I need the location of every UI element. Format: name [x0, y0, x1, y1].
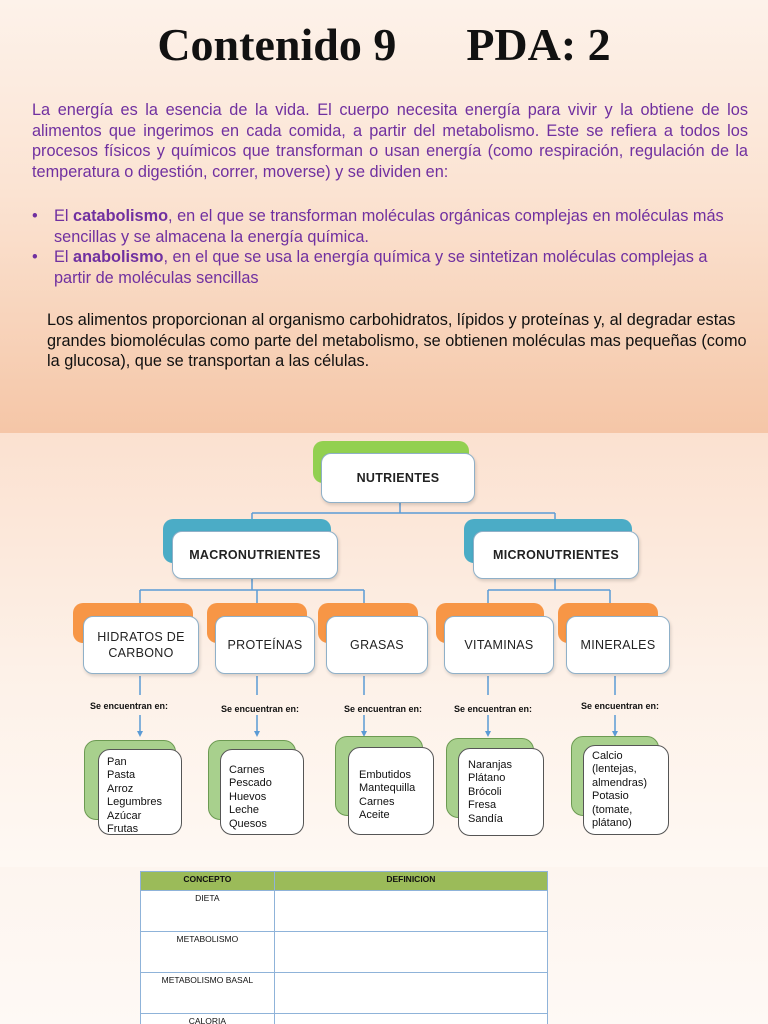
- list-item: Legumbres: [107, 796, 163, 809]
- concepts-table: [140, 871, 548, 1024]
- node-proteins-label: PROTEÍNAS: [215, 616, 315, 674]
- list-item: Plátano: [468, 772, 506, 785]
- list-item: Pan: [107, 756, 127, 768]
- concept-cell: METABOLISMO: [141, 932, 275, 973]
- list-item: plátano): [592, 817, 632, 830]
- node-minerals-label: MINERALES: [566, 616, 670, 674]
- biomolecules-paragraph: Los alimentos proporcionan al organismo carbohidratos, lípidos y proteínas y, al degradar estas grandes biomoléculas como parte del metabolismo, se obtienen moléculas mas pequeñas (como la glucosa), que se transportan a las células.: [47, 311, 747, 370]
- definition-cell[interactable]: [274, 1014, 547, 1024]
- node-macronutrients-label: MACRONUTRIENTES: [172, 531, 338, 579]
- list-item: Quesos: [229, 817, 267, 830]
- list-item: Brócoli: [468, 785, 502, 798]
- intro-paragraph: La energía es la esencia de la vida. El cuerpo necesita energía para vivir y la obtiene de los alimentos que ingerimos en cada comida, a partir del metabolismo. Este se refiera a todos los procesos físicos y químicos que transforman o usan energía (como respiración, regulación de la temperatura o digestión, correr, moverse) y se dividen en:: [32, 101, 748, 181]
- list-item: Leche: [229, 804, 259, 817]
- table-row: [141, 891, 548, 932]
- metabolism-types-list: [32, 206, 748, 288]
- table-row: [141, 1014, 548, 1024]
- list-item: Fresa: [468, 799, 497, 812]
- list-item: Mantequilla: [359, 782, 416, 795]
- title-pda: PDA: 2: [466, 19, 611, 70]
- slide-nutrients-diagram: [0, 433, 768, 867]
- node-nutrients-label: NUTRIENTES: [321, 453, 475, 503]
- list-item: Calcio: [592, 750, 623, 762]
- column-header-definition: DEFINICION: [274, 872, 547, 891]
- table-row: [141, 932, 548, 973]
- found-in-label: Se encuentran en:: [90, 701, 169, 711]
- list-item: Carnes: [229, 764, 265, 776]
- term-catabolism: catabolismo: [73, 207, 169, 225]
- list-item: Naranjas: [468, 759, 513, 771]
- list-item: Huevos: [229, 790, 267, 803]
- bullet-anabolism: • El anabolismo, en el que se usa la energía química y se sintetizan moléculas complejas a partir de moléculas sencillas: [32, 248, 708, 287]
- list-item: Frutas: [107, 823, 139, 836]
- term-anabolism: anabolismo: [73, 248, 164, 266]
- list-item: Potasio: [592, 790, 629, 803]
- bullet-dot: •: [32, 248, 38, 266]
- list-item: almendras): [592, 776, 648, 789]
- column-header-concept: CONCEPTO: [141, 872, 275, 891]
- list-item: Arroz: [107, 782, 134, 795]
- found-in-label: Se encuentran en:: [581, 701, 660, 711]
- node-fats-label: GRASAS: [326, 616, 428, 674]
- definition-cell[interactable]: [274, 932, 547, 973]
- page-title: [0, 18, 768, 71]
- concept-cell: CALORIA: [141, 1014, 275, 1024]
- concept-cell: METABOLISMO BASAL: [141, 973, 275, 1014]
- node-micronutrients-label: MICRONUTRIENTES: [473, 531, 639, 579]
- list-item: Pasta: [107, 769, 136, 782]
- list-item: Pescado: [229, 777, 272, 790]
- table-row: [141, 973, 548, 1014]
- found-in-label: Se encuentran en:: [221, 704, 300, 714]
- list-item: (lentejas,: [592, 763, 637, 776]
- bullet-dot: •: [32, 207, 38, 225]
- title-content: Contenido 9: [157, 19, 397, 70]
- table-header-row: [141, 872, 548, 891]
- list-item: Embutidos: [359, 769, 411, 781]
- node-carbohydrates-label: HIDRATOS DE CARBONO: [83, 616, 199, 674]
- concept-cell: DIETA: [141, 891, 275, 932]
- bullet-catabolism: • El catabolismo, en el que se transforman moléculas orgánicas complejas en moléculas más sencillas y se almacena la energía química.: [32, 207, 724, 246]
- slide-concepts-table: [0, 867, 768, 1024]
- list-item: (tomate,: [592, 803, 633, 816]
- slide-metabolism-intro: [0, 0, 768, 433]
- found-in-label: Se encuentran en:: [454, 704, 533, 714]
- list-item: Carnes: [359, 795, 395, 808]
- definition-cell[interactable]: [274, 973, 547, 1014]
- node-vitamins-label: VITAMINAS: [444, 616, 554, 674]
- definition-cell[interactable]: [274, 891, 547, 932]
- found-in-label: Se encuentran en:: [344, 704, 423, 714]
- list-item: Sandía: [468, 812, 503, 825]
- list-item: Aceite: [359, 809, 390, 822]
- list-item: Azúcar: [107, 809, 142, 822]
